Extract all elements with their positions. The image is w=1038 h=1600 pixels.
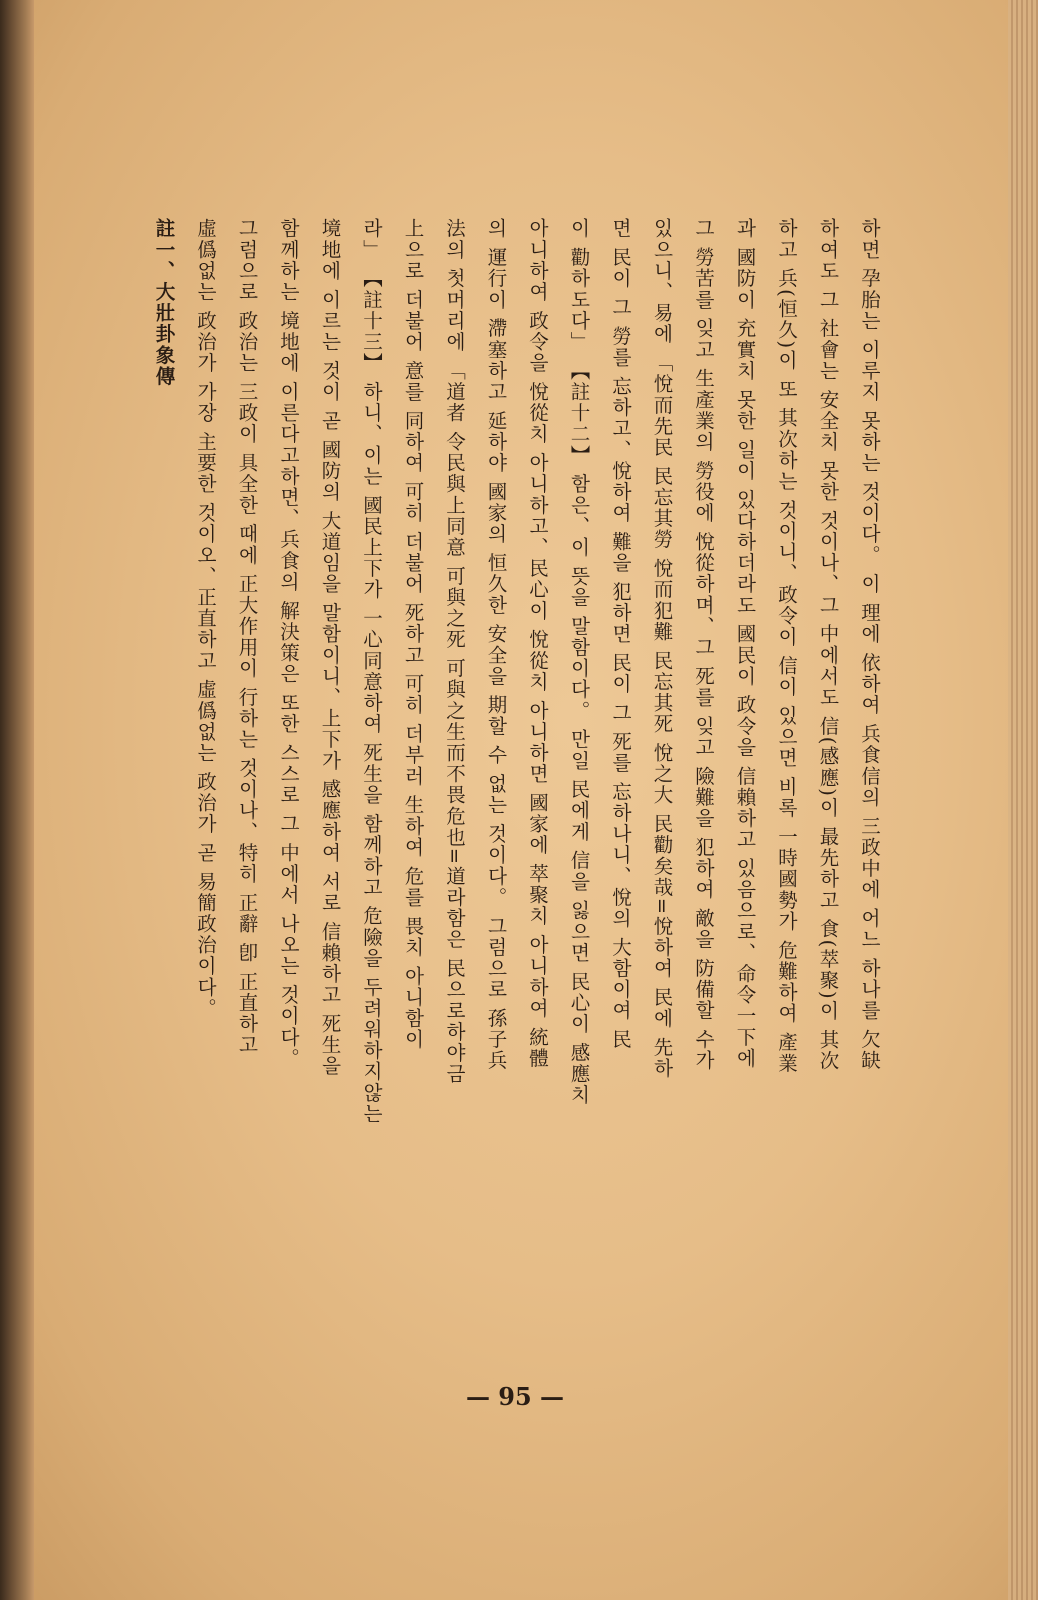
text-column: 아니하여 政令을 悅從치 아니하고、民心이 悅從치 아니하면 國家에 萃聚치 아니하여 統體 xyxy=(526,218,549,1069)
text-column: 하고 兵(恒久)이 또 其次하는 것이니、政令이 信이 있으면 비록 一時國勢가 危難하여 產業 xyxy=(775,218,798,1074)
text-column: 의 運行이 滯塞하고 延하야 國家의 恒久한 安全을 期할 수 없는 것이다。 그럼으로 孫子兵 xyxy=(484,218,508,1072)
text-column: 法의 첫머리에 「道者 令民與上同意 可與之死 可與之生而不畏危也=道라함은 民으로하야금 xyxy=(443,218,466,1085)
text-column: 境地에 이르는 것이 곧 國防의 大道임을 말함이니、上下가 感應하여 서로 信賴하고 死生을 xyxy=(318,218,342,1077)
text-column: 있으니、易에 「悅而先民 民忘其勞 悅而犯難 民忘其死 悅之大 民勸矣哉=悅하여 民에 先하 xyxy=(650,218,674,1080)
binding-gutter xyxy=(0,0,34,1600)
text-column: 하면 孕胎는 이루지 못하는 것이다。 이 理에 依하여 兵食信의 三政中에 어느 하나를 欠缺 xyxy=(858,218,881,1072)
page-edge xyxy=(1008,0,1038,1600)
text-column: 함께하는 境地에 이른다고하면、兵食의 解決策은 또한 스스로 그 中에서 나오는 것이다。 xyxy=(277,218,300,1069)
text-column: 과 國防이 充實치 못한 일이 있다하더라도 國民이 政令을 信賴하고 있음으로、命令一下에 xyxy=(733,218,757,1069)
text-column: 上으로 더불어 意를 同하여 可히 더불어 死하고 可히 더부러 生하여 危를 畏치 아니함이 xyxy=(401,218,425,1051)
text-column: 라」 【註十三】 하니、이는 國民上下가 一心同意하여 死生을 함께하고 危險을 두려워하지않는 xyxy=(360,218,383,1125)
vertical-body-text xyxy=(110,218,890,1390)
text-column: 그 勞苦를 잊고 生產業의 勞役에 悅從하며、그 死를 잊고 險難을 犯하여 敵을 防備할 수가 xyxy=(692,218,715,1072)
text-column: 이 勸하도다」 【註十二】 함은、이 뜻을 말함이다。 만일 民에게 信을 잃으면 民心이 感應치 xyxy=(567,218,591,1106)
text-column: 그럼으로 政治는 三政이 具全한 때에 正大作用이 行하는 것이나、特히 正辭 卽 正直하고 xyxy=(235,218,259,1056)
page-number: — 95 — xyxy=(465,1382,565,1411)
text-column: 면 民이 그 勞를 忘하고、悅하여 難을 犯하면 民이 그 死를 忘하나니、悅의 大함이여 民 xyxy=(609,218,632,1051)
text-column: 虛僞없는 政治가 가장 主要한 것이오、正直하고 虛僞없는 政治가 곧 易簡政治이다。 xyxy=(194,218,217,1019)
footnote-column: 註一、大壯卦象傳 xyxy=(152,218,176,387)
text-column: 하여도 그 社會는 安全치 못한 것이나、그 中에서도 信(感應)이 最先하고 食(萃聚)이 其次 xyxy=(816,218,840,1072)
